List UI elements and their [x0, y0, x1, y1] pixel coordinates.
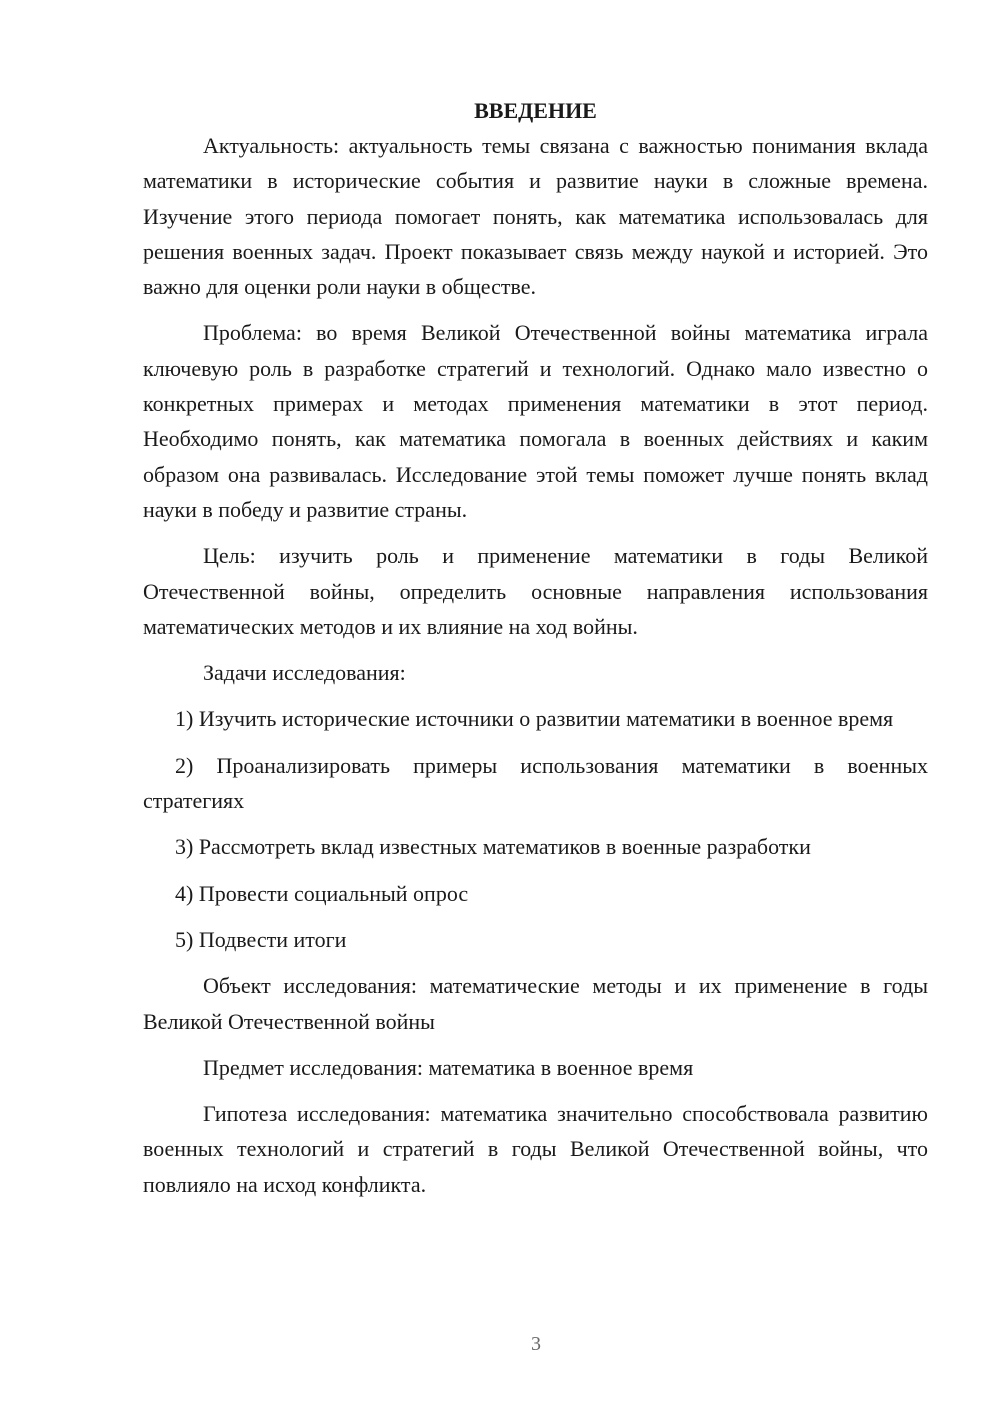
tasks-label: Задачи исследования:	[203, 660, 406, 686]
paragraph-object: Объект исследования: математические методы и их применение в годы Великой Отечественной войны	[143, 973, 928, 1034]
task-item-4: 4) Провести социальный опрос	[175, 880, 469, 906]
document-body	[143, 93, 928, 1213]
section-title: ВВЕДЕНИЕ	[474, 98, 597, 123]
page-number: 3	[531, 1333, 541, 1355]
task-item-1: 1) Изучить исторические источники о развитии математики в военное время	[175, 706, 894, 732]
paragraph-relevance: Актуальность: актуальность темы связана с важностью понимания вклада математики в исторические события и развитие науки в сложные времена. Изучение этого периода помогает понять, как математика использовалась для решения военных задач. Проект показывает связь между наукой и историей. Это важно для оценки роли науки в обществе.	[143, 133, 928, 300]
task-item-3: 3) Рассмотреть вклад известных математиков в военные разработки	[175, 834, 811, 860]
paragraph-problem: Проблема: во время Великой Отечественной войны математика играла ключевую роль в разработке стратегий и технологий. Однако мало известно о конкретных примерах и методах применения математики в этот период. Необходимо понять, как математика помогала в военных действиях и каким образом она развивалась. Исследование этой темы поможет лучше понять вклад науки в победу и развитие страны.	[143, 320, 928, 522]
paragraph-hypothesis: Гипотеза исследования: математика значительно способствовала развитию военных технологий и стратегий в годы Великой Отечественной войны, что повлияло на исход конфликта.	[143, 1101, 928, 1197]
paragraph-goal: Цель: изучить роль и применение математики в годы Великой Отечественной войны, определить основные направления использования математических методов и их влияние на ход войны.	[143, 543, 928, 639]
task-item-2: 2) Проанализировать примеры использования математики в военных стратегиях	[143, 752, 928, 814]
task-item-5: 5) Подвести итоги	[175, 926, 347, 952]
paragraph-subject: Предмет исследования: математика в военное время	[203, 1054, 694, 1080]
